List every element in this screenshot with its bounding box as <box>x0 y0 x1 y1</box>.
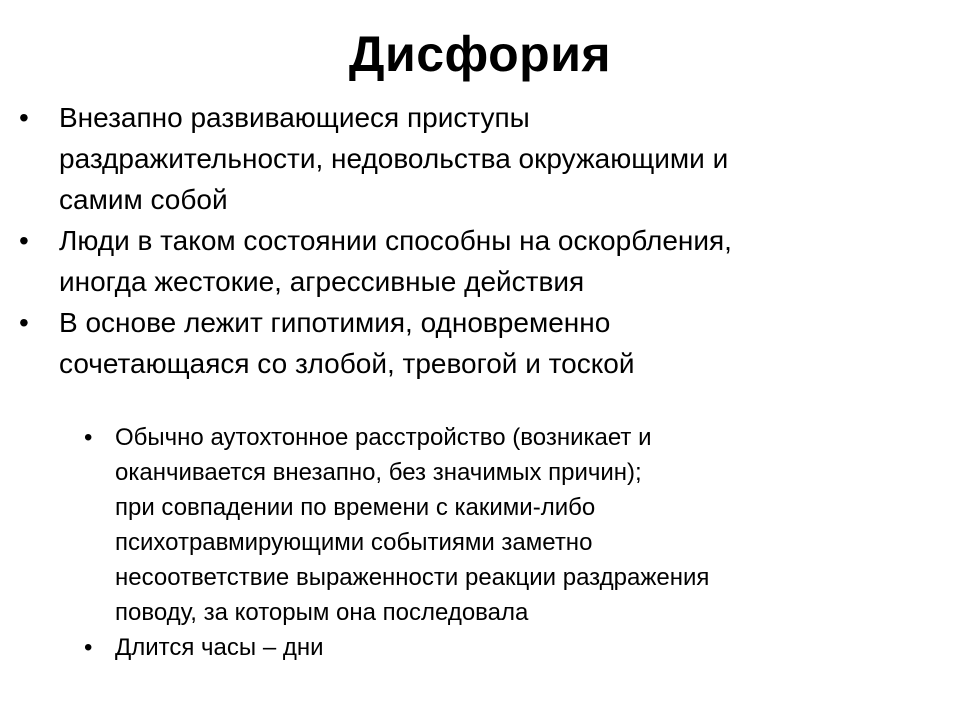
bullet-text-line: при совпадении по времени с какими-либо <box>115 494 596 521</box>
secondary-bullet-list <box>82 420 922 665</box>
main-bullet-list <box>16 97 941 384</box>
bullet-item <box>82 420 922 630</box>
bullet-icon: • <box>19 225 29 256</box>
bullet-icon: • <box>19 307 29 338</box>
bullet-text-line: Обычно аутохтонное расстройство (возникает и <box>115 424 652 451</box>
bullet-text-line: В основе лежит гипотимия, одновременно <box>59 307 611 338</box>
bullet-text-line: Люди в таком состоянии способны на оскорбления, <box>59 225 732 256</box>
bullet-item <box>82 630 922 665</box>
bullet-icon: • <box>84 424 93 451</box>
slide-title: Дисфория <box>348 26 612 82</box>
bullet-item <box>16 220 941 302</box>
bullet-text-line: психотравмирующими событиями заметно <box>115 529 593 556</box>
bullet-text-line: несоответствие выраженности реакции раздражения <box>115 564 710 591</box>
bullet-text-line: сочетающаяся со злобой, тревогой и тоской <box>59 348 635 379</box>
bullet-text-line: иногда жестокие, агрессивные действия <box>59 266 585 297</box>
bullet-text-line: оканчивается внезапно, без значимых причин); <box>115 459 642 486</box>
bullet-text-line: Внезапно развивающиеся приступы <box>59 102 530 133</box>
bullet-text-line: самим собой <box>59 184 228 215</box>
bullet-text-line: раздражительности, недовольства окружающими и <box>59 143 729 174</box>
bullet-text-line: поводу, за которым она последовала <box>115 599 529 626</box>
bullet-icon: • <box>19 102 29 133</box>
bullet-item <box>16 97 941 220</box>
bullet-item <box>16 302 941 384</box>
bullet-text-line: Длится часы – дни <box>115 634 324 661</box>
bullet-icon: • <box>84 634 93 661</box>
